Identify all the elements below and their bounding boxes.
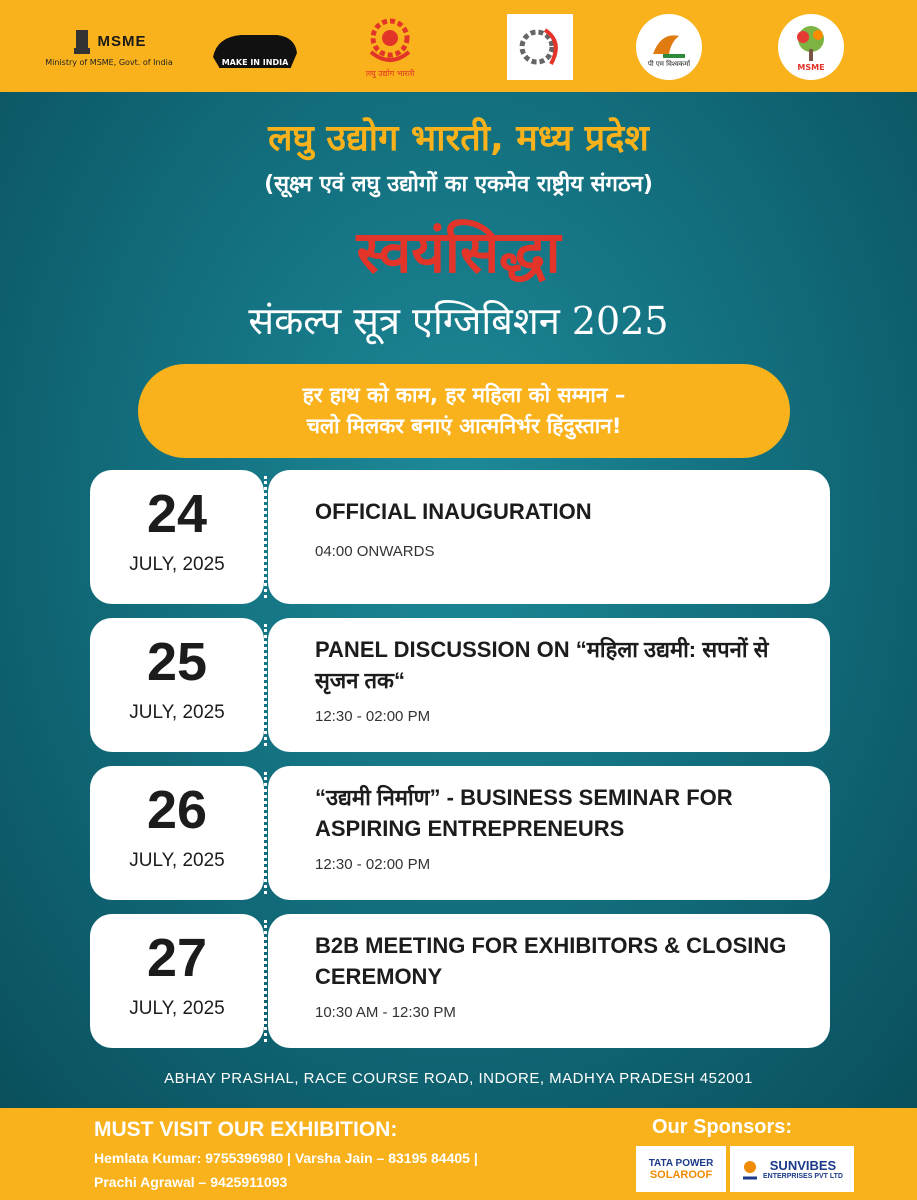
sunvibes-sponsor-logo: SUNVIBES ENTERPRISES PVT LTD <box>730 1146 854 1192</box>
gear-face-icon <box>515 22 565 72</box>
event-details <box>268 618 830 752</box>
dotted-divider <box>264 624 267 746</box>
make-in-india-logo: MAKE IN INDIA <box>205 12 305 82</box>
gear-icon <box>365 16 415 66</box>
event-card <box>90 766 830 900</box>
organisation-tagline: (सूक्ष्म एवं लघु उद्योगों का एकमेव राष्ट्रीय संगठन) <box>264 172 653 197</box>
dotted-divider <box>264 476 267 598</box>
bird-icon <box>649 26 689 60</box>
dotted-divider <box>264 772 267 894</box>
contact-line-1: Hemlata Kumar: 9755396980 | Varsha Jain – 83195 84405 | <box>94 1150 478 1166</box>
event-day: 24 <box>146 484 208 544</box>
event-title: OFFICIAL INAUGURATION <box>315 499 592 524</box>
event-month: JULY, 2025 <box>129 554 225 575</box>
event-month: JULY, 2025 <box>129 850 225 871</box>
slogan-line-1: हर हाथ को काम, हर महिला को सम्मान – <box>302 383 626 407</box>
event-details <box>268 470 830 604</box>
msme-tree-logo: MSME <box>776 12 846 82</box>
event-title: B2B MEETING FOR EXHIBITORS & CLOSING CEREMONY <box>315 933 787 989</box>
date-card <box>90 766 264 900</box>
must-visit-heading: MUST VISIT OUR EXHIBITION: <box>94 1118 398 1141</box>
date-card <box>90 618 264 752</box>
event-title: “उद्यमी निर्माण” - BUSINESS SEMINAR FOR ASPIRING ENTREPRENEURS <box>315 785 733 841</box>
event-time: 04:00 ONWARDS <box>315 543 435 560</box>
event-card <box>90 470 830 604</box>
event-details <box>268 766 830 900</box>
date-card <box>90 914 264 1048</box>
slogan-banner <box>138 364 790 458</box>
event-time: 10:30 AM - 12:30 PM <box>315 1004 456 1021</box>
event-title: PANEL DISCUSSION ON “महिला उद्यमी: सपनों से सृजन तक“ <box>315 637 769 693</box>
sun-icon <box>741 1158 759 1180</box>
event-card <box>90 914 830 1048</box>
event-card <box>90 618 830 752</box>
event-time: 12:30 - 02:00 PM <box>315 708 431 725</box>
tree-icon <box>791 23 831 63</box>
event-day: 25 <box>146 632 208 692</box>
pm-vishwakarma-logo: पी एम विश्वकर्मा <box>632 12 706 82</box>
emblem-icon <box>72 28 92 56</box>
footer-bar <box>0 1108 917 1200</box>
organisation-title: लघु उद्योग भारती, मध्य प्रदेश <box>268 118 649 159</box>
event-time: 12:30 - 02:00 PM <box>315 856 431 873</box>
event-day: 26 <box>146 780 208 840</box>
sponsors-heading: Our Sponsors: <box>652 1116 793 1138</box>
event-month: JULY, 2025 <box>129 998 225 1019</box>
tata-power-sponsor-logo: TATA POWER SOLAROOF <box>636 1146 726 1192</box>
event-month: JULY, 2025 <box>129 702 225 723</box>
contact-list <box>94 1146 614 1194</box>
logo-bar <box>0 0 917 92</box>
contact-line-2: Prachi Agrawal – 9425911093 <box>94 1174 288 1190</box>
slogan-line-2: चलो मिलकर बनाएं आत्मनिर्भर हिंदुस्तान! <box>306 414 622 438</box>
dotted-divider <box>264 920 267 1042</box>
event-subtitle: संकल्प सूत्र एग्जिबिशन 2025 <box>248 299 669 343</box>
msme-logo: MSME Ministry of MSME, Govt. of India <box>54 12 164 82</box>
event-day: 27 <box>146 928 208 988</box>
venue-address: ABHAY PRASHAL, RACE COURSE ROAD, INDORE, MADHYA PRADESH 452001 <box>164 1070 753 1087</box>
date-card <box>90 470 264 604</box>
event-name: स्वयंसिद्धा <box>356 218 561 286</box>
laghu-udyog-bharati-logo: लघु उद्योग भारती <box>350 12 430 82</box>
women-logo <box>507 12 573 82</box>
event-details <box>268 914 830 1048</box>
